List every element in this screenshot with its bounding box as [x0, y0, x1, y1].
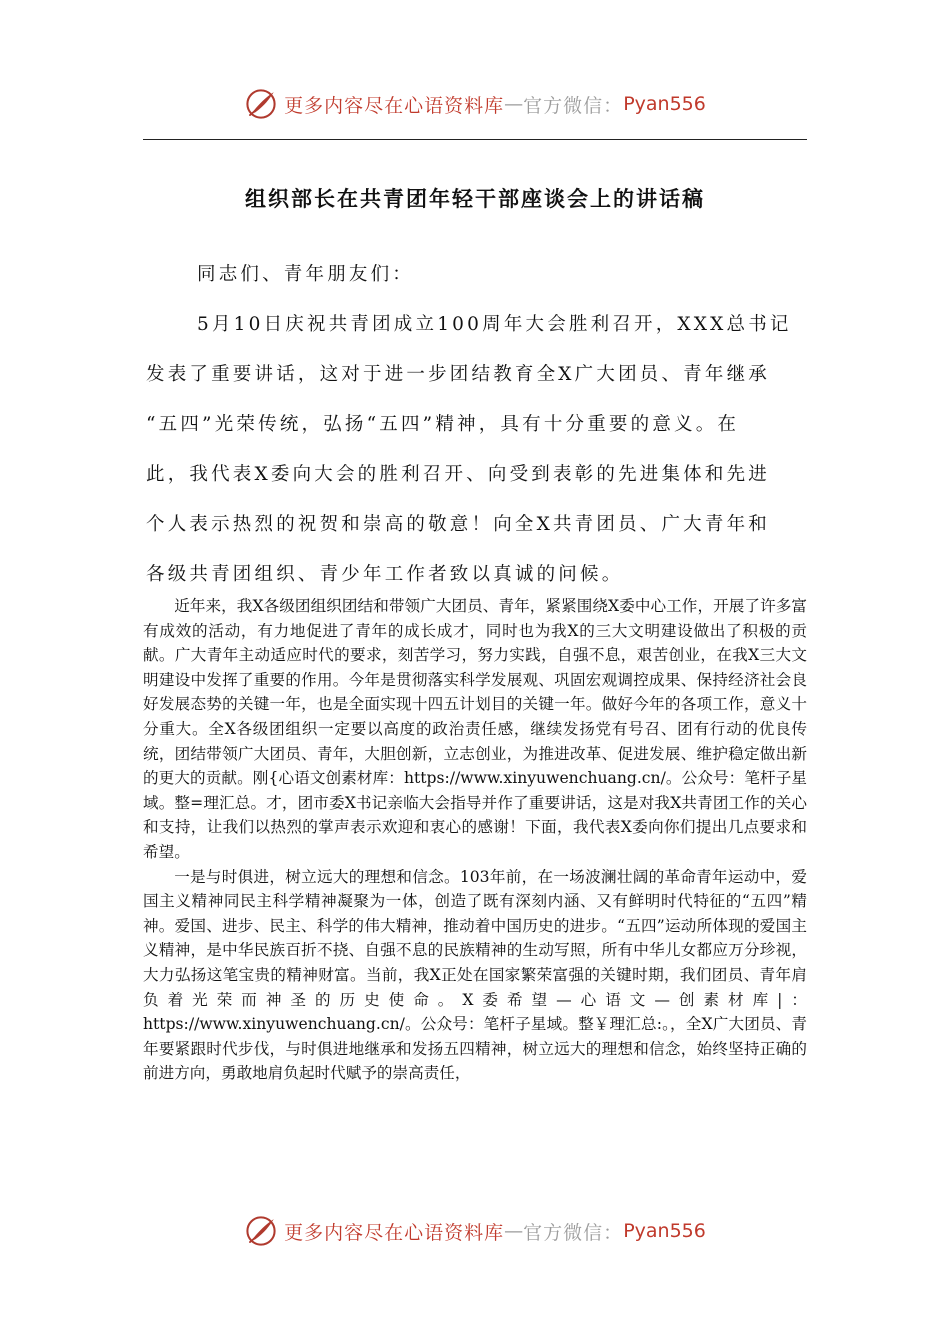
banner-text: 更多内容尽在心语资料库 — [284, 1221, 505, 1244]
banner-wechat-id: Pyan556 — [623, 1220, 706, 1242]
greeting: 同志们、青年朋友们： — [197, 264, 415, 285]
document-title: 组织部长在共青团年轻干部座谈会上的讲话稿 — [245, 187, 705, 211]
document-body — [143, 594, 807, 1086]
quill-logo-icon — [244, 87, 278, 121]
intro-line: 5月10日庆祝共青团成立100周年大会胜利召开，XXX总书记 — [197, 314, 792, 335]
banner-wechat-label: 官方微信： — [523, 94, 624, 117]
quill-logo-icon — [244, 1214, 278, 1248]
footer-banner[interactable] — [0, 1211, 950, 1251]
body-paragraph: 近年来，我X各级团组织团结和带领广大团员、青年，紧紧围绕X委中心工作，开展了许多富有成效的活动，有力地促进了青年的成长成才，同时也为我X的三大文明建设做出了积极的贡献。广大青年主动适应时代的要求，刻苦学习，努力实践，自强不息，艰苦创业，在我X三大文明建设中发挥了重要的作用。今年是贯彻落实科学发展观、巩固宏观调控成果、保持经济社会良好发展态势的关键一年，也是全面实现十四五计划目的关键一年。做好今年的各项工作，意义十分重大。全X各级团组织一定要以高度的政治责任感，继续发扬党有号召、团有行动的优良传统，团结带领广大团员、青年，大胆创新，立志创业，为推进改革、促进发展、维护稳定做出新的更大的贡献。刚{心语文创素材库：https://www.xinyuwenchuang.cn/。公众号：笔杆子星域。整=理汇总。才，团市委X书记亲临大会指导并作了重要讲话，这是对我X共青团工作的关心和支持，让我们以热烈的掌声表示欢迎和衷心的感谢！下面，我代表X委向你们提出几点要求和希望。 — [143, 597, 807, 861]
header-banner[interactable] — [0, 84, 950, 124]
banner-wechat-id: Pyan556 — [623, 93, 706, 115]
banner-text: 更多内容尽在心语资料库 — [284, 94, 505, 117]
banner-separator: — — [504, 1220, 524, 1242]
body-paragraph: 一是与时俱进，树立远大的理想和信念。103年前，在一场波澜壮阔的革命青年运动中，爱国主义精神同民主科学精神凝聚为一体，创造了既有深刻内涵、又有鲜明时代特征的“五四”精神。爱国、进步、民主、科学的伟大精神，推动着中国历史的进步。“五四”运动所体现的爱国主义精神，是中华民族百折不挠、自强不息的民族精神的生动写照，所有中华儿女都应万分珍视，大力弘扬这笔宝贵的精神财富。当前，我X正处在国家繁荣富强的关键时期，我们团员、青年肩负着光荣而神圣的历史使命。X委希望—心语文—创素材库|：https://www.xinyuwenchuang.cn/。公众号：笔杆子星域。整￥理汇总:。，全X广大团员、青年要紧跟时代步伐，与时俱进地继承和发扬五四精神，树立远大的理想和信念，始终坚持正确的前进方向，勇敢地肩负起时代赋予的崇高责任， — [143, 867, 807, 1083]
intro-line: 此，我代表X委向大会的胜利召开、向受到表彰的先进集体和先进 — [146, 464, 770, 485]
intro-line: 发表了重要讲话，这对于进一步团结教育全X广大团员、青年继承 — [146, 364, 770, 385]
header-divider — [143, 139, 807, 140]
intro-line: “五四”光荣传统，弘扬“五四”精神，具有十分重要的意义。在 — [146, 414, 740, 435]
banner-separator: — — [504, 93, 524, 115]
intro-line: 个人表示热烈的祝贺和崇高的敬意！向全X共青团员、广大青年和 — [146, 514, 770, 535]
banner-wechat-label: 官方微信： — [523, 1221, 624, 1244]
intro-line: 各级共青团组织、青少年工作者致以真诚的问候。 — [146, 564, 624, 585]
